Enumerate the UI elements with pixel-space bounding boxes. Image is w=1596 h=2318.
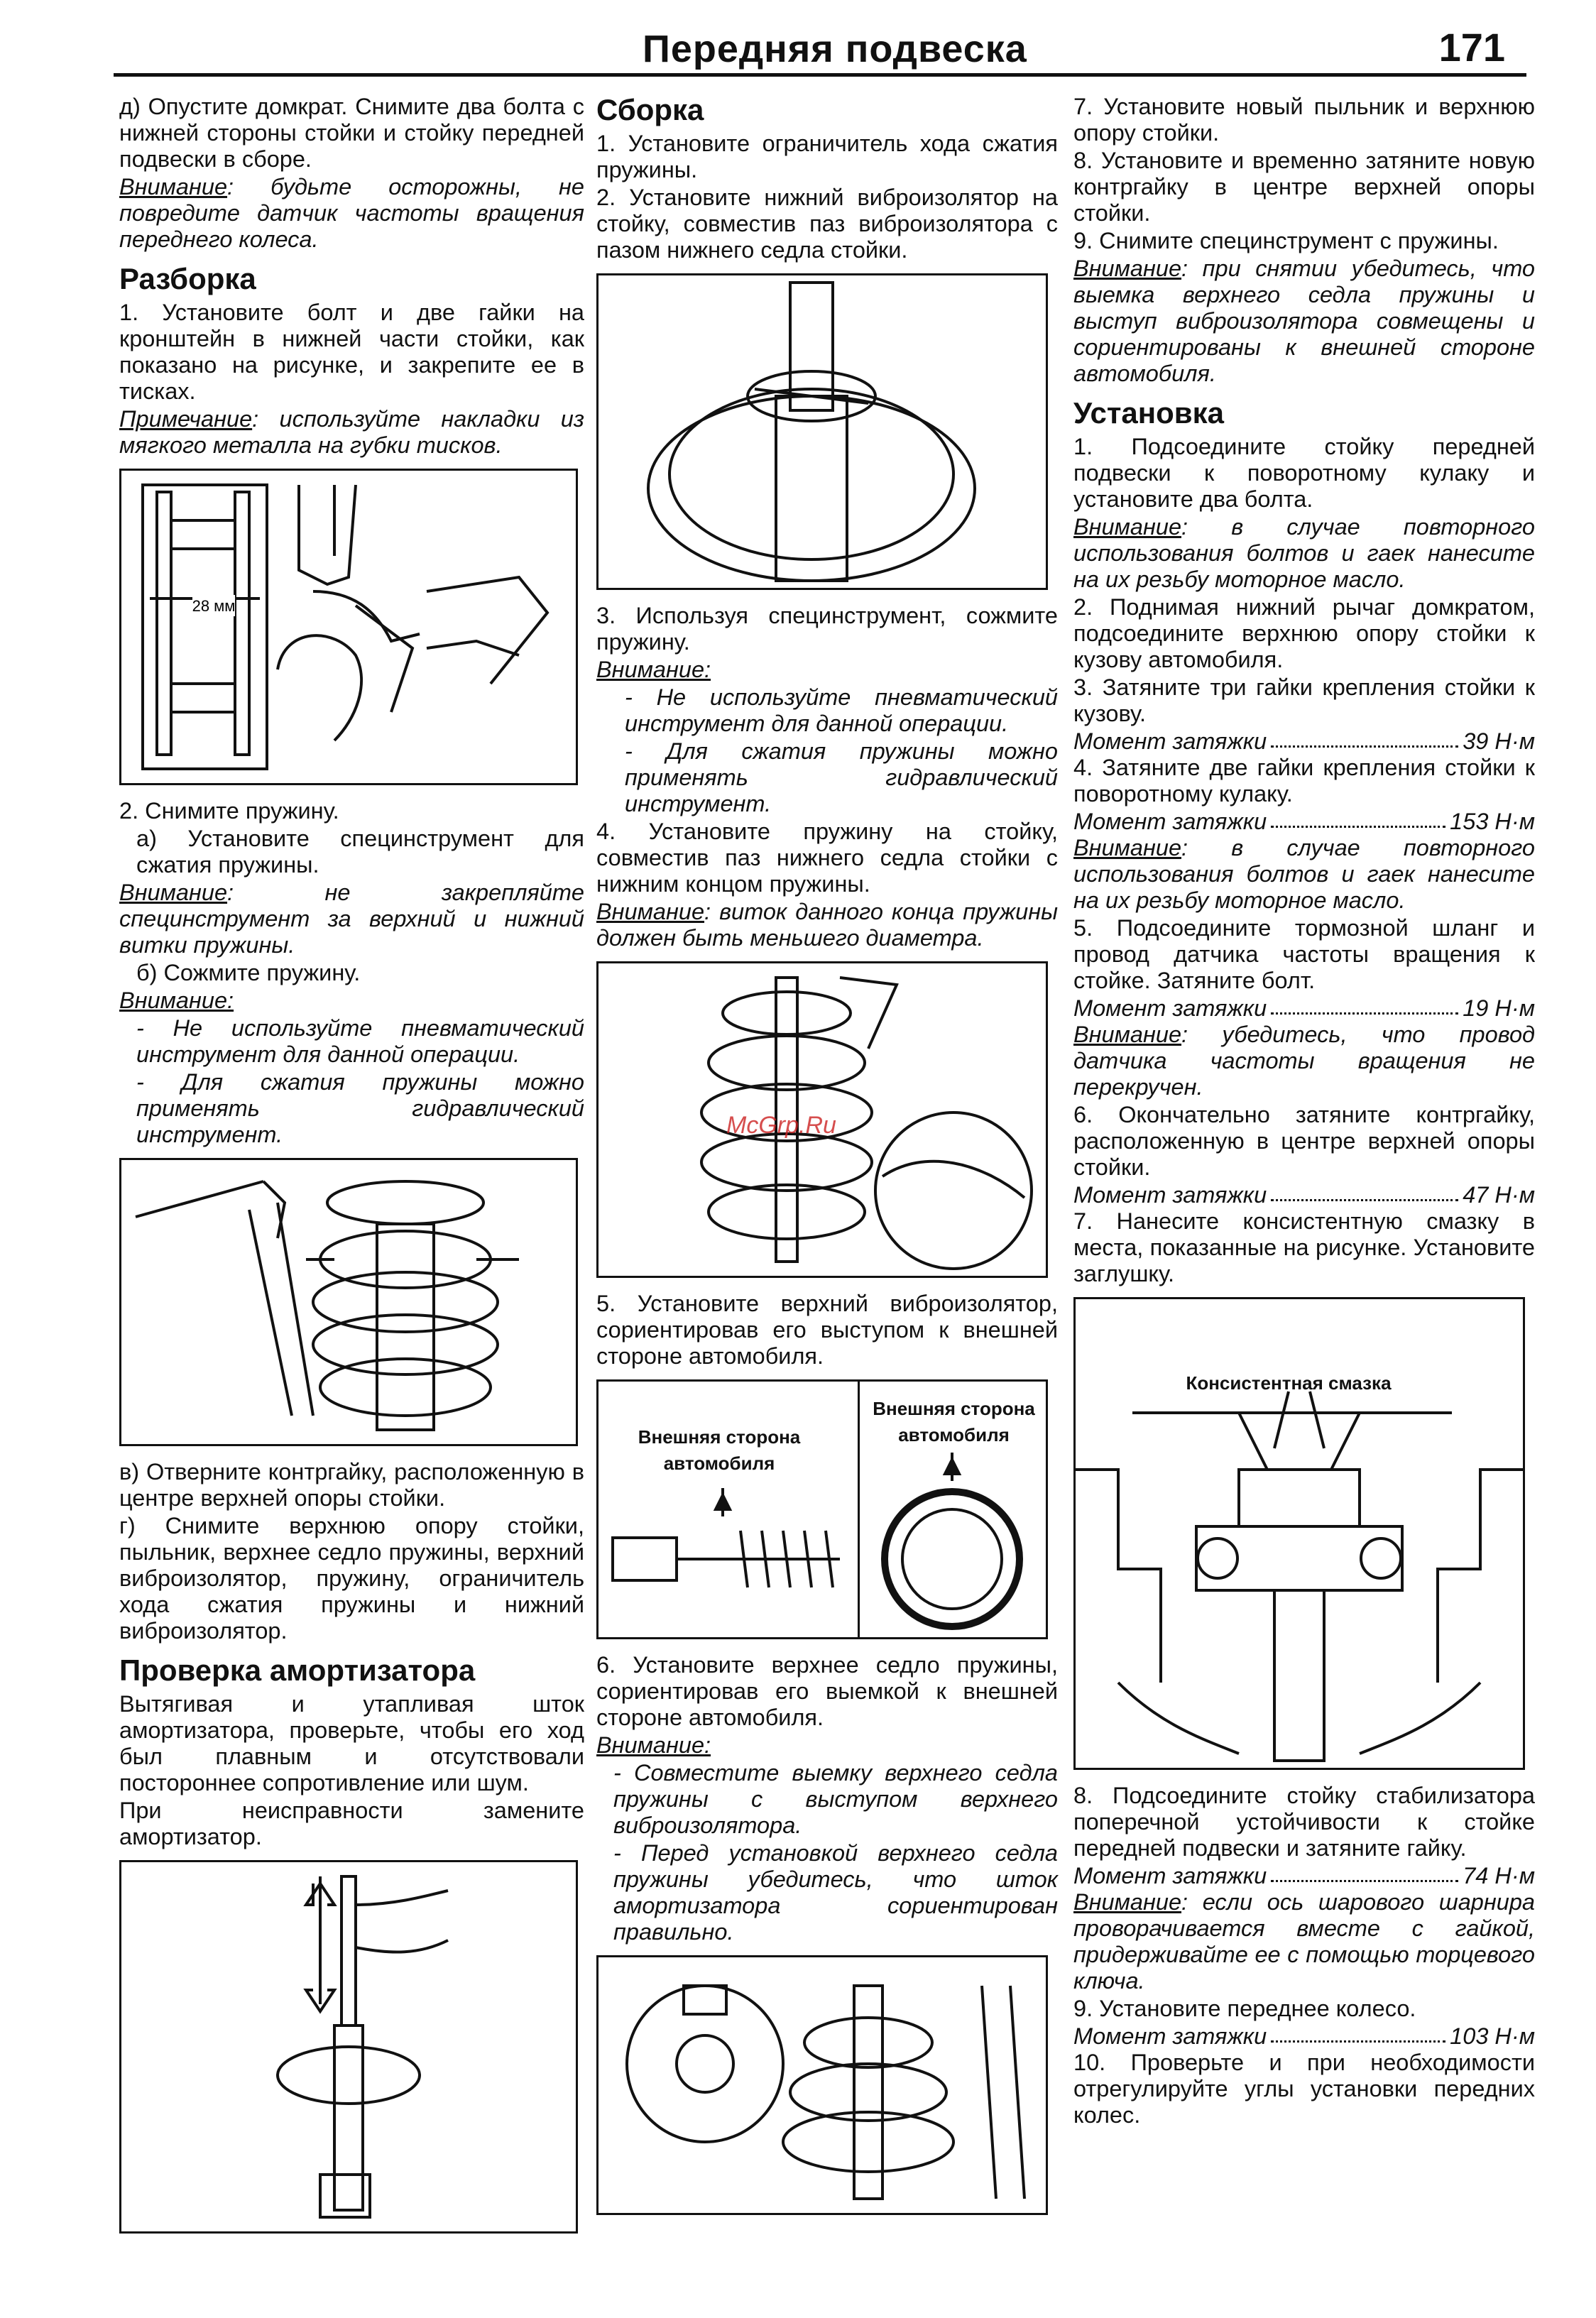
paragraph: 6. Установите верхнее седло пружины, сориентировав его выемкой к внешней стороне автомобиля. — [596, 1652, 1058, 1730]
figure-lower-insulator — [596, 273, 1048, 590]
paragraph: 4. Установите пружину на стойку, совместив паз нижнего седла стойки с нижним концом пружины. — [596, 819, 1058, 897]
vise-bolt-illustration — [121, 471, 576, 783]
warning-note-label: Внимание: — [596, 657, 711, 682]
paragraph: 9. Снимите специнструмент с пружины. — [1073, 228, 1499, 253]
warning-note: Внимание: убедитесь, что провод датчика частоты вращения не перекручен. — [1073, 1022, 1535, 1100]
paragraph: При неисправности замените амортизатор. — [119, 1798, 584, 1849]
paragraph: 10. Проверьте и при необходимости отрегулируйте углы установки передних колес. — [1073, 2050, 1535, 2128]
warning-note: Внимание: виток данного конца пружины должен быть меньшего диаметра. — [596, 899, 1058, 951]
paragraph: 2. Поднимая нижний рычаг домкратом, подсоедините верхнюю опору стойки к кузову автомобиля. — [1073, 594, 1535, 672]
paragraph: 1. Установите болт и две гайки на кронштейн в нижней части стойки, как показано на рисунке, и закрепите ее в тисках. — [119, 300, 584, 404]
warning-note-label: Внимание: — [596, 1732, 711, 1758]
paragraph: 4. Затяните две гайки крепления стойки к поворотному кулаку. — [1073, 755, 1535, 807]
warning-note-label: Внимание: — [119, 988, 234, 1013]
paragraph: 5. Подсоедините тормозной шланг и провод датчика частоты вращения к стойке. Затяните болт. — [1073, 915, 1535, 993]
paragraph: 8. Подсоедините стойку стабилизатора поперечной устойчивости к стойке передней подвески и затяните гайку. — [1073, 1783, 1535, 1861]
figure-spring-compressor — [119, 1158, 578, 1446]
section-heading-shock-check: Проверка амортизатора — [119, 1653, 476, 1687]
warning-note-item: - Для сжатия пружины можно применять гидравлический инструмент. — [136, 1069, 584, 1147]
warning-note: Внимание: будьте осторожны, не повредите датчик частоты вращения переднего колеса. — [119, 174, 584, 252]
paragraph: в) Отверните контргайку, расположенную в центре верхней опоры стойки. — [119, 1459, 584, 1511]
warning-note-item: - Для сжатия пружины можно применять гидравлический инструмент. — [625, 738, 1058, 816]
torque-spec: Момент затяжки 153 Н·м — [1073, 809, 1535, 834]
paragraph: 2. Установите нижний виброизолятор на стойку, совместив паз виброизолятора с пазом нижнего седла стойки. — [596, 185, 1058, 263]
fig-left-label: Внешняя сторона автомобиля — [638, 1426, 801, 1474]
insulator-top-view — [860, 1382, 1048, 1637]
section-heading-installation: Установка — [1073, 396, 1224, 430]
paragraph: Вытягивая и утапливая шток амортизатора, проверьте, чтобы его ход был плавным и отсутствовали постороннее сопротивление или шум. — [119, 1691, 584, 1795]
torque-spec: Момент затяжки 19 Н·м — [1073, 995, 1535, 1021]
torque-spec: Момент затяжки 39 Н·м — [1073, 728, 1535, 754]
figure-shock-stroke — [119, 1860, 578, 2234]
lower-insulator-illustration — [598, 275, 1046, 588]
warning-note: Внимание: не закрепляйте специнструмент за верхний и нижний витки пружины. — [119, 880, 584, 958]
fig-grease-label: Консистентная смазка — [1186, 1372, 1392, 1394]
paragraph: а) Установите специнструмент для сжатия пружины. — [136, 826, 584, 878]
figure-grease-points — [1073, 1297, 1525, 1770]
fig-right-panel — [858, 1382, 1048, 1637]
shock-stroke-illustration — [121, 1862, 576, 2231]
warning-note: Внимание: если ось шарового шарнира проворачивается вместе с гайкой, придерживайте ее с помощью торцевого ключа. — [1073, 1889, 1535, 1994]
paragraph: 3. Затяните три гайки крепления стойки к кузову. — [1073, 674, 1535, 726]
paragraph: 1. Установите ограничитель хода сжатия пружины. — [596, 131, 1058, 182]
page-title: Передняя подвеска — [643, 28, 1027, 70]
strut-side-view — [598, 1382, 858, 1637]
torque-spec: Момент затяжки 103 Н·м — [1073, 2023, 1535, 2049]
warning-note: Внимание: в случае повторного использования болтов и гаек нанесите на их резьбу моторное масло. — [1073, 835, 1535, 913]
column-left — [119, 94, 584, 2246]
spring-compressor-illustration — [121, 1160, 576, 1444]
paragraph: 9. Установите переднее колесо. — [1073, 1996, 1416, 2021]
header-rule — [114, 73, 1526, 77]
watermark: McGrp.Ru — [726, 1112, 836, 1139]
remark-note: Примечание: используйте накладки из мягкого металла на губки тисков. — [119, 406, 584, 458]
page-header — [114, 20, 1526, 77]
paragraph: 3. Используя специнструмент, сожмите пружину. — [596, 603, 1058, 655]
figure-vise-bolt — [119, 469, 578, 785]
warning-note: Внимание: в случае повторного использования болтов и гаек нанесите на их резьбу моторное масло. — [1073, 514, 1535, 592]
paragraph: 6. Окончательно затяните контргайку, расположенную в центре верхней опоры стойки. — [1073, 1102, 1535, 1180]
paragraph: 2. Снимите пружину. — [119, 798, 339, 824]
paragraph: 7. Нанесите консистентную смазку в места, показанные на рисунке. Установите заглушку. — [1073, 1208, 1535, 1286]
paragraph: 1. Подсоедините стойку передней подвески к поворотному кулаку и установите два болта. — [1073, 434, 1535, 512]
paragraph: г) Снимите верхнюю опору стойки, пыльник, верхнее седло пружины, верхний виброизолятор, пружину, ограничитель хода сжатия пружины и нижний виброизолятор. — [119, 1513, 584, 1644]
warning-note-item: - Не используйте пневматический инструмент для данной операции. — [625, 684, 1058, 736]
paragraph: 7. Установите новый пыльник и верхнюю опору стойки. — [1073, 94, 1535, 146]
fig-left-panel — [598, 1382, 858, 1637]
paragraph: б) Сожмите пружину. — [136, 960, 361, 985]
fig-right-label: Внешняя сторона автомобиля — [873, 1398, 1035, 1445]
column-middle — [596, 94, 1058, 2228]
warning-note-item: - Не используйте пневматический инструмент для данной операции. — [136, 1015, 584, 1067]
section-heading-disassembly: Разборка — [119, 262, 256, 295]
paragraph: 5. Установите верхний виброизолятор, сориентировав его выступом к внешней стороне автомобиля. — [596, 1291, 1058, 1369]
figure-spring-install — [596, 961, 1048, 1278]
page-number: 171 — [1438, 25, 1505, 70]
dimension-label: 28 мм — [192, 597, 236, 615]
paragraph: д) Опустите домкрат. Снимите два болта с нижней стороны стойки и стойку передней подвески в сборе. — [119, 94, 584, 172]
section-heading-assembly: Сборка — [596, 93, 704, 126]
paragraph: 8. Установите и временно затяните новую контргайку в центре верхней опоры стойки. — [1073, 148, 1535, 226]
figure-upper-seat — [596, 1955, 1048, 2215]
warning-note-item: - Совместите выемку верхнего седла пружины с выступом верхнего виброизолятора. — [613, 1760, 1058, 1838]
torque-spec: Момент затяжки 74 Н·м — [1073, 1863, 1535, 1888]
warning-note: Внимание: при снятии убедитесь, что выемка верхнего седла пружины и выступ виброизолятора совмещены и сориентированы к внешней стороне автомобиля. — [1073, 256, 1535, 386]
warning-note-item: - Перед установкой верхнего седла пружины убедитесь, что шток амортизатора сориентирован правильно. — [613, 1840, 1058, 1945]
column-right — [1073, 94, 1535, 2130]
torque-spec: Момент затяжки 47 Н·м — [1073, 1182, 1535, 1208]
figure-upper-insulator-orientation — [596, 1379, 1048, 1639]
upper-seat-illustration — [598, 1957, 1046, 2213]
grease-points-illustration — [1076, 1299, 1523, 1768]
